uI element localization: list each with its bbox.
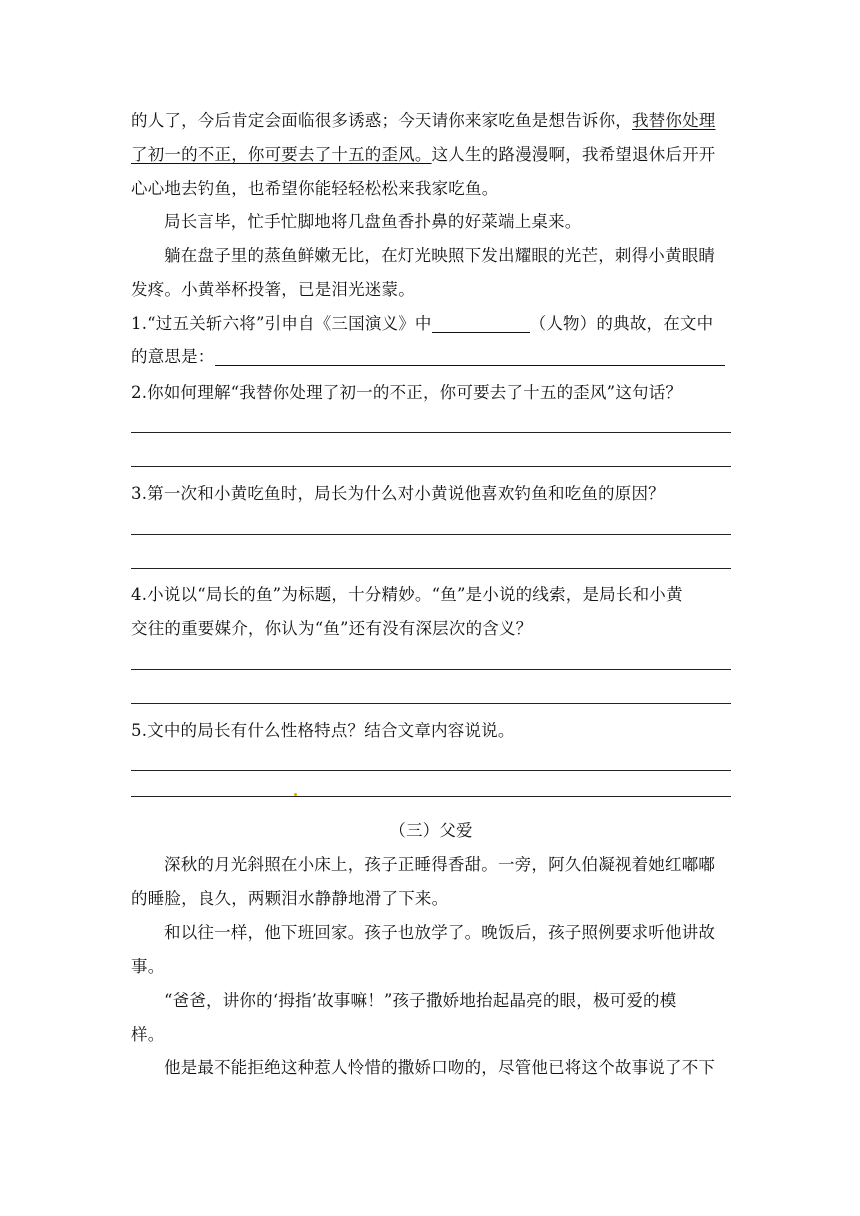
- story1-line1: [131, 110, 731, 132]
- section-title: （三）父爱: [389, 821, 473, 840]
- underlined-quote: 我替你处理: [632, 111, 716, 130]
- story3-paragraph: 和以往一样，他下班回家。孩子也放学了。晚饭后，孩子照例要求听他讲故: [164, 923, 716, 942]
- answer-line[interactable]: [131, 568, 731, 569]
- speck-mark: [294, 793, 297, 796]
- answer-blank-meaning[interactable]: [215, 347, 725, 366]
- question-1-cont: [131, 346, 731, 368]
- document-page: [131, 0, 731, 1216]
- story1-line3: 心心地去钓鱼，也希望你能轻轻松松来我家吃鱼。: [131, 179, 499, 198]
- question-2: 2.你如何理解“我替你处理了初一的不正，你可要去了十五的歪风”这句话？: [131, 383, 683, 402]
- answer-line[interactable]: [131, 466, 731, 467]
- question-4-cont: 交往的重要媒介，你认为“鱼”还有没有深层次的含义？: [131, 619, 533, 638]
- underlined-quote: 了初一的不正，你可要去了十五的歪风。: [131, 145, 432, 164]
- question-5: 5.文中的局长有什么性格特点？结合文章内容说说。: [131, 721, 515, 740]
- story1-paragraph-cont: 发疼。小黄举杯投箸，已是泪光迷蒙。: [131, 280, 415, 299]
- answer-line[interactable]: [131, 796, 731, 797]
- story3-paragraph-cont: 事。: [131, 957, 165, 976]
- fill-blank-person[interactable]: [432, 314, 530, 333]
- question-3: 3.第一次和小黄吃鱼时，局长为什么对小黄说他喜欢钓鱼和吃鱼的原因？: [131, 484, 665, 503]
- story3-paragraph-cont: 样。: [131, 1025, 165, 1044]
- question-text: 1.“过五关斩六将”引申自《三国演义》中: [131, 314, 432, 333]
- story3-paragraph-cont: 的睡脸，良久，两颗泪水静静地滑了下来。: [131, 889, 449, 908]
- question-1: [131, 313, 731, 335]
- question-4: 4.小说以“局长的鱼”为标题，十分精妙。“鱼”是小说的线索，是局长和小黄: [131, 585, 683, 604]
- story3-paragraph: 深秋的月光斜照在小床上，孩子正睡得香甜。一旁，阿久伯凝视着她红嘟嘟: [164, 855, 716, 874]
- story3-paragraph: 他是最不能拒绝这种惹人怜惜的撒娇口吻的，尽管他已将这个故事说了不下: [164, 1058, 716, 1077]
- story1-line2: [131, 144, 731, 166]
- answer-line[interactable]: [131, 669, 731, 670]
- answer-line[interactable]: [131, 703, 731, 704]
- story1-paragraph: 局长言毕，忙手忙脚地将几盘鱼香扑鼻的好菜端上桌来。: [164, 212, 582, 231]
- answer-line[interactable]: [131, 534, 731, 535]
- question-text: （人物）的典故，在文中: [529, 314, 714, 333]
- question-text: 的意思是：: [131, 347, 215, 366]
- story3-paragraph: “爸爸，讲你的‘拇指’故事嘛！”孩子撒娇地抬起晶亮的眼，极可爱的模: [164, 991, 677, 1010]
- answer-line[interactable]: [131, 770, 731, 771]
- text-span: 的人了，今后肯定会面临很多诱惑；今天请你来家吃鱼是想告诉你，: [131, 111, 632, 130]
- answer-line[interactable]: [131, 432, 731, 433]
- text-span: 这人生的路漫漫啊，我希望退休后开开: [431, 145, 716, 164]
- story1-paragraph: 躺在盘子里的蒸鱼鲜嫩无比，在灯光映照下发出耀眼的光芒，刺得小黄眼睛: [164, 246, 716, 265]
